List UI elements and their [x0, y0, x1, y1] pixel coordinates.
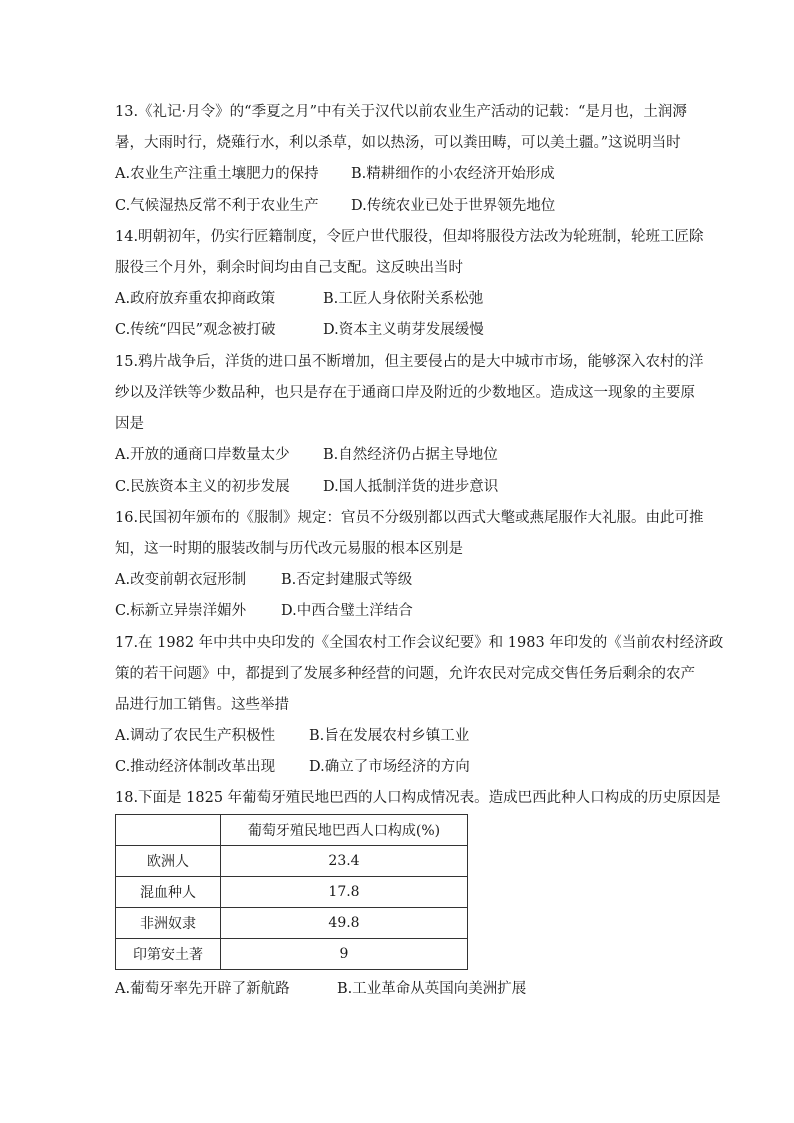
q15-option-a: A.开放的通商口岸数量太少	[115, 447, 290, 463]
q17-option-c: C.推动经济体制改革出现	[115, 759, 276, 775]
row-value: 17.8	[221, 877, 468, 908]
q17-option-b: B.旨在发展农村乡镇工业	[309, 728, 470, 744]
q14-line-1: 14.明朝初年，仍实行匠籍制度，令匠户世代服役，但却将服役方法改为轮班制，轮班工匠除	[115, 229, 704, 245]
q13-option-d: D.传统农业已处于世界领先地位	[351, 198, 556, 214]
q16-line-1: 16.民国初年颁布的《服制》规定：官员不分级别都以西式大氅或燕尾服作大礼服。由此可推	[115, 510, 704, 526]
q18-line-1: 18.下面是 1825 年葡萄牙殖民地巴西的人口构成情况表。造成巴西此种人口构成的历史原因是	[115, 790, 721, 806]
q18-option-b: B.工业革命从英国向美洲扩展	[337, 981, 527, 997]
row-label: 混血种人	[116, 877, 221, 908]
q13-option-c: C.气候湿热反常不利于农业生产	[115, 198, 319, 214]
q17-option-a: A.调动了农民生产积极性	[115, 728, 276, 744]
q13-line-2: 暑，大雨时行，烧薙行水，利以杀草，如以热汤，可以粪田畴，可以美土疆。”这说明当时	[115, 135, 681, 151]
row-value: 23.4	[221, 846, 468, 877]
q14-option-d: D.资本主义萌芽发展缓慢	[323, 322, 484, 338]
q14-option-c: C.传统“四民”观念被打破	[115, 322, 276, 338]
q16-option-b: B.否定封建服式等级	[281, 572, 413, 588]
q14-option-a: A.政府放弃重农抑商政策	[115, 291, 276, 307]
row-label: 非洲奴隶	[116, 908, 221, 939]
q17-line-3: 品进行加工销售。这些举措	[115, 697, 289, 713]
q13-line-1: 13.《礼记·月令》的“季夏之月”中有关于汉代以前农业生产活动的记载：“是月也，土润溽	[115, 104, 687, 120]
q16-line-2: 知，这一时期的服装改制与历代改元易服的根本区别是	[115, 541, 463, 557]
q15-line-1: 15.鸦片战争后，洋货的进口虽不断增加，但主要侵占的是大中城市市场，能够深入农村的洋	[115, 354, 704, 370]
q18-option-a: A.葡萄牙率先开辟了新航路	[115, 981, 290, 997]
q17-line-1: 17.在 1982 年中共中央印发的《全国农村工作会议纪要》和 1983 年印发的《当前农村经济政	[115, 635, 724, 651]
q15-option-d: D.国人抵制洋货的进步意识	[323, 479, 499, 495]
q15-line-3: 因是	[115, 416, 144, 432]
q13-option-b: B.精耕细作的小农经济开始形成	[351, 166, 555, 182]
q15-line-2: 纱以及洋铁等少数品种，也只是存在于通商口岸及附近的少数地区。造成这一现象的主要原	[115, 385, 695, 401]
q13-option-a: A.农业生产注重土壤肥力的保持	[115, 166, 319, 182]
q15-option-b: B.自然经济仍占据主导地位	[323, 447, 498, 463]
q17-line-2: 策的若干问题》中，都提到了发展多种经营的问题，允许农民对完成交售任务后剩余的农产	[115, 666, 695, 682]
table-header: 葡萄牙殖民地巴西人口构成(%)	[221, 815, 468, 846]
q16-option-c: C.标新立异崇洋媚外	[115, 603, 247, 619]
q15-option-c: C.民族资本主义的初步发展	[115, 479, 290, 495]
table-row	[116, 846, 468, 877]
row-value: 49.8	[221, 908, 468, 939]
q14-option-b: B.工匠人身依附关系松弛	[323, 291, 484, 307]
table-row	[116, 939, 468, 970]
q16-option-a: A.改变前朝衣冠形制	[115, 572, 247, 588]
table-row	[116, 908, 468, 939]
table-row	[116, 877, 468, 908]
population-table	[115, 814, 468, 970]
row-label: 欧洲人	[116, 846, 221, 877]
row-value: 9	[221, 939, 468, 970]
table-corner-cell	[116, 815, 221, 846]
table-header-row	[116, 815, 468, 846]
q14-line-2: 服役三个月外，剩余时间均由自己支配。这反映出当时	[115, 260, 463, 276]
q16-option-d: D.中西合璧土洋结合	[281, 603, 413, 619]
q17-option-d: D.确立了市场经济的方向	[309, 759, 470, 775]
row-label: 印第安土著	[116, 939, 221, 970]
